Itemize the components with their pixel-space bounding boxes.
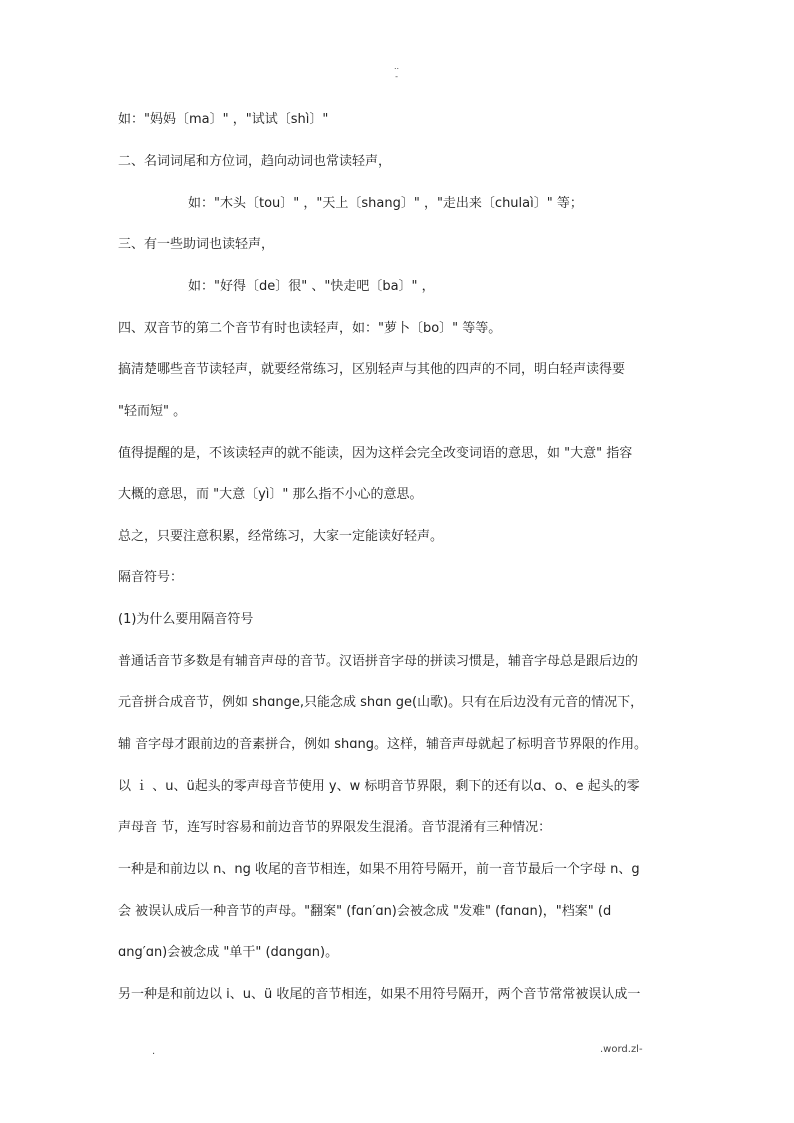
text-line: 会 被误认成后一种音节的声母。"翻案" (fɑn′ɑn)会被念成 "发难" (fɑnɑn)，"档案" (d: [118, 904, 612, 919]
text-line: 四、双音节的第二个音节有时也读轻声，如："萝卜〔bo〕" 等等。: [118, 321, 502, 336]
text-line: 元音拼合成音节，例如 shɑnge,只能念成 shɑn ge(山歌)。只有在后边没有元音的情况下，: [118, 695, 644, 710]
text-line: 隔音符号：: [118, 570, 184, 585]
text-line: 声母音 节，连写时容易和前边音节的界限发生混淆。音节混淆有三种情况：: [118, 820, 552, 835]
text-line: 如："好得〔de〕很" 、"快走吧〔ba〕" ，: [188, 279, 435, 294]
text-line: 以 ｉ 、u、ü起头的零声母音节使用 y、w 标明音节界限，剩下的还有以ɑ、o、e 起头的零: [118, 779, 640, 794]
text-line: "轻而短" 。: [118, 404, 187, 419]
text-line: 三、有一些助词也读轻声，: [118, 237, 275, 252]
text-line: 一种是和前边以 n、ng 收尾的音节相连，如果不用符号隔开，前一音节最后一个字母 n、g: [118, 862, 640, 877]
text-line: (1)为什么要用隔音符号: [118, 612, 254, 627]
text-line: 大概的意思，而 "大意〔yì〕" 那么指不小心的意思。: [118, 487, 423, 502]
text-line: 值得提醒的是，不该读轻声的就不能读，因为这样会完全改变词语的意思，如 "大意" 指容: [118, 446, 633, 461]
text-line: 如："妈妈〔ma〕" ，"试试〔shì〕": [118, 112, 329, 127]
text-line: 总之，只要注意积累，经常练习，大家一定能读好轻声。: [118, 529, 444, 544]
header-mark: .. -: [394, 62, 400, 81]
text-line: 搞清楚哪些音节读轻声，就要经常练习，区别轻声与其他的四声的不同，明白轻声读得要: [118, 362, 626, 377]
text-line: 如："木头〔tou〕" ，"天上〔shang〕" ，"走出来〔chulaì〕" 等；: [188, 196, 583, 211]
text-line: 辅 音字母才跟前边的音素拼合，例如 shɑng。这样，辅音声母就起了标明音节界限的作用。: [118, 737, 648, 752]
text-line: 普通话音节多数是有辅音声母的音节。汉语拼音字母的拼读习惯是，辅音字母总是跟后边的: [118, 654, 639, 669]
text-line: 另一种是和前边以 i、u、ü 收尾的音节相连，如果不用符号隔开，两个音节常常被误认成一: [118, 987, 641, 1002]
footer-right: .word.zl-: [600, 1044, 643, 1055]
text-line: 二、名词词尾和方位词，趋向动词也常读轻声，: [118, 154, 392, 169]
text-line: ɑng′ɑn)会被念成 "单干" (dɑngɑn)。: [118, 945, 339, 960]
footer-left: .: [152, 1046, 156, 1057]
